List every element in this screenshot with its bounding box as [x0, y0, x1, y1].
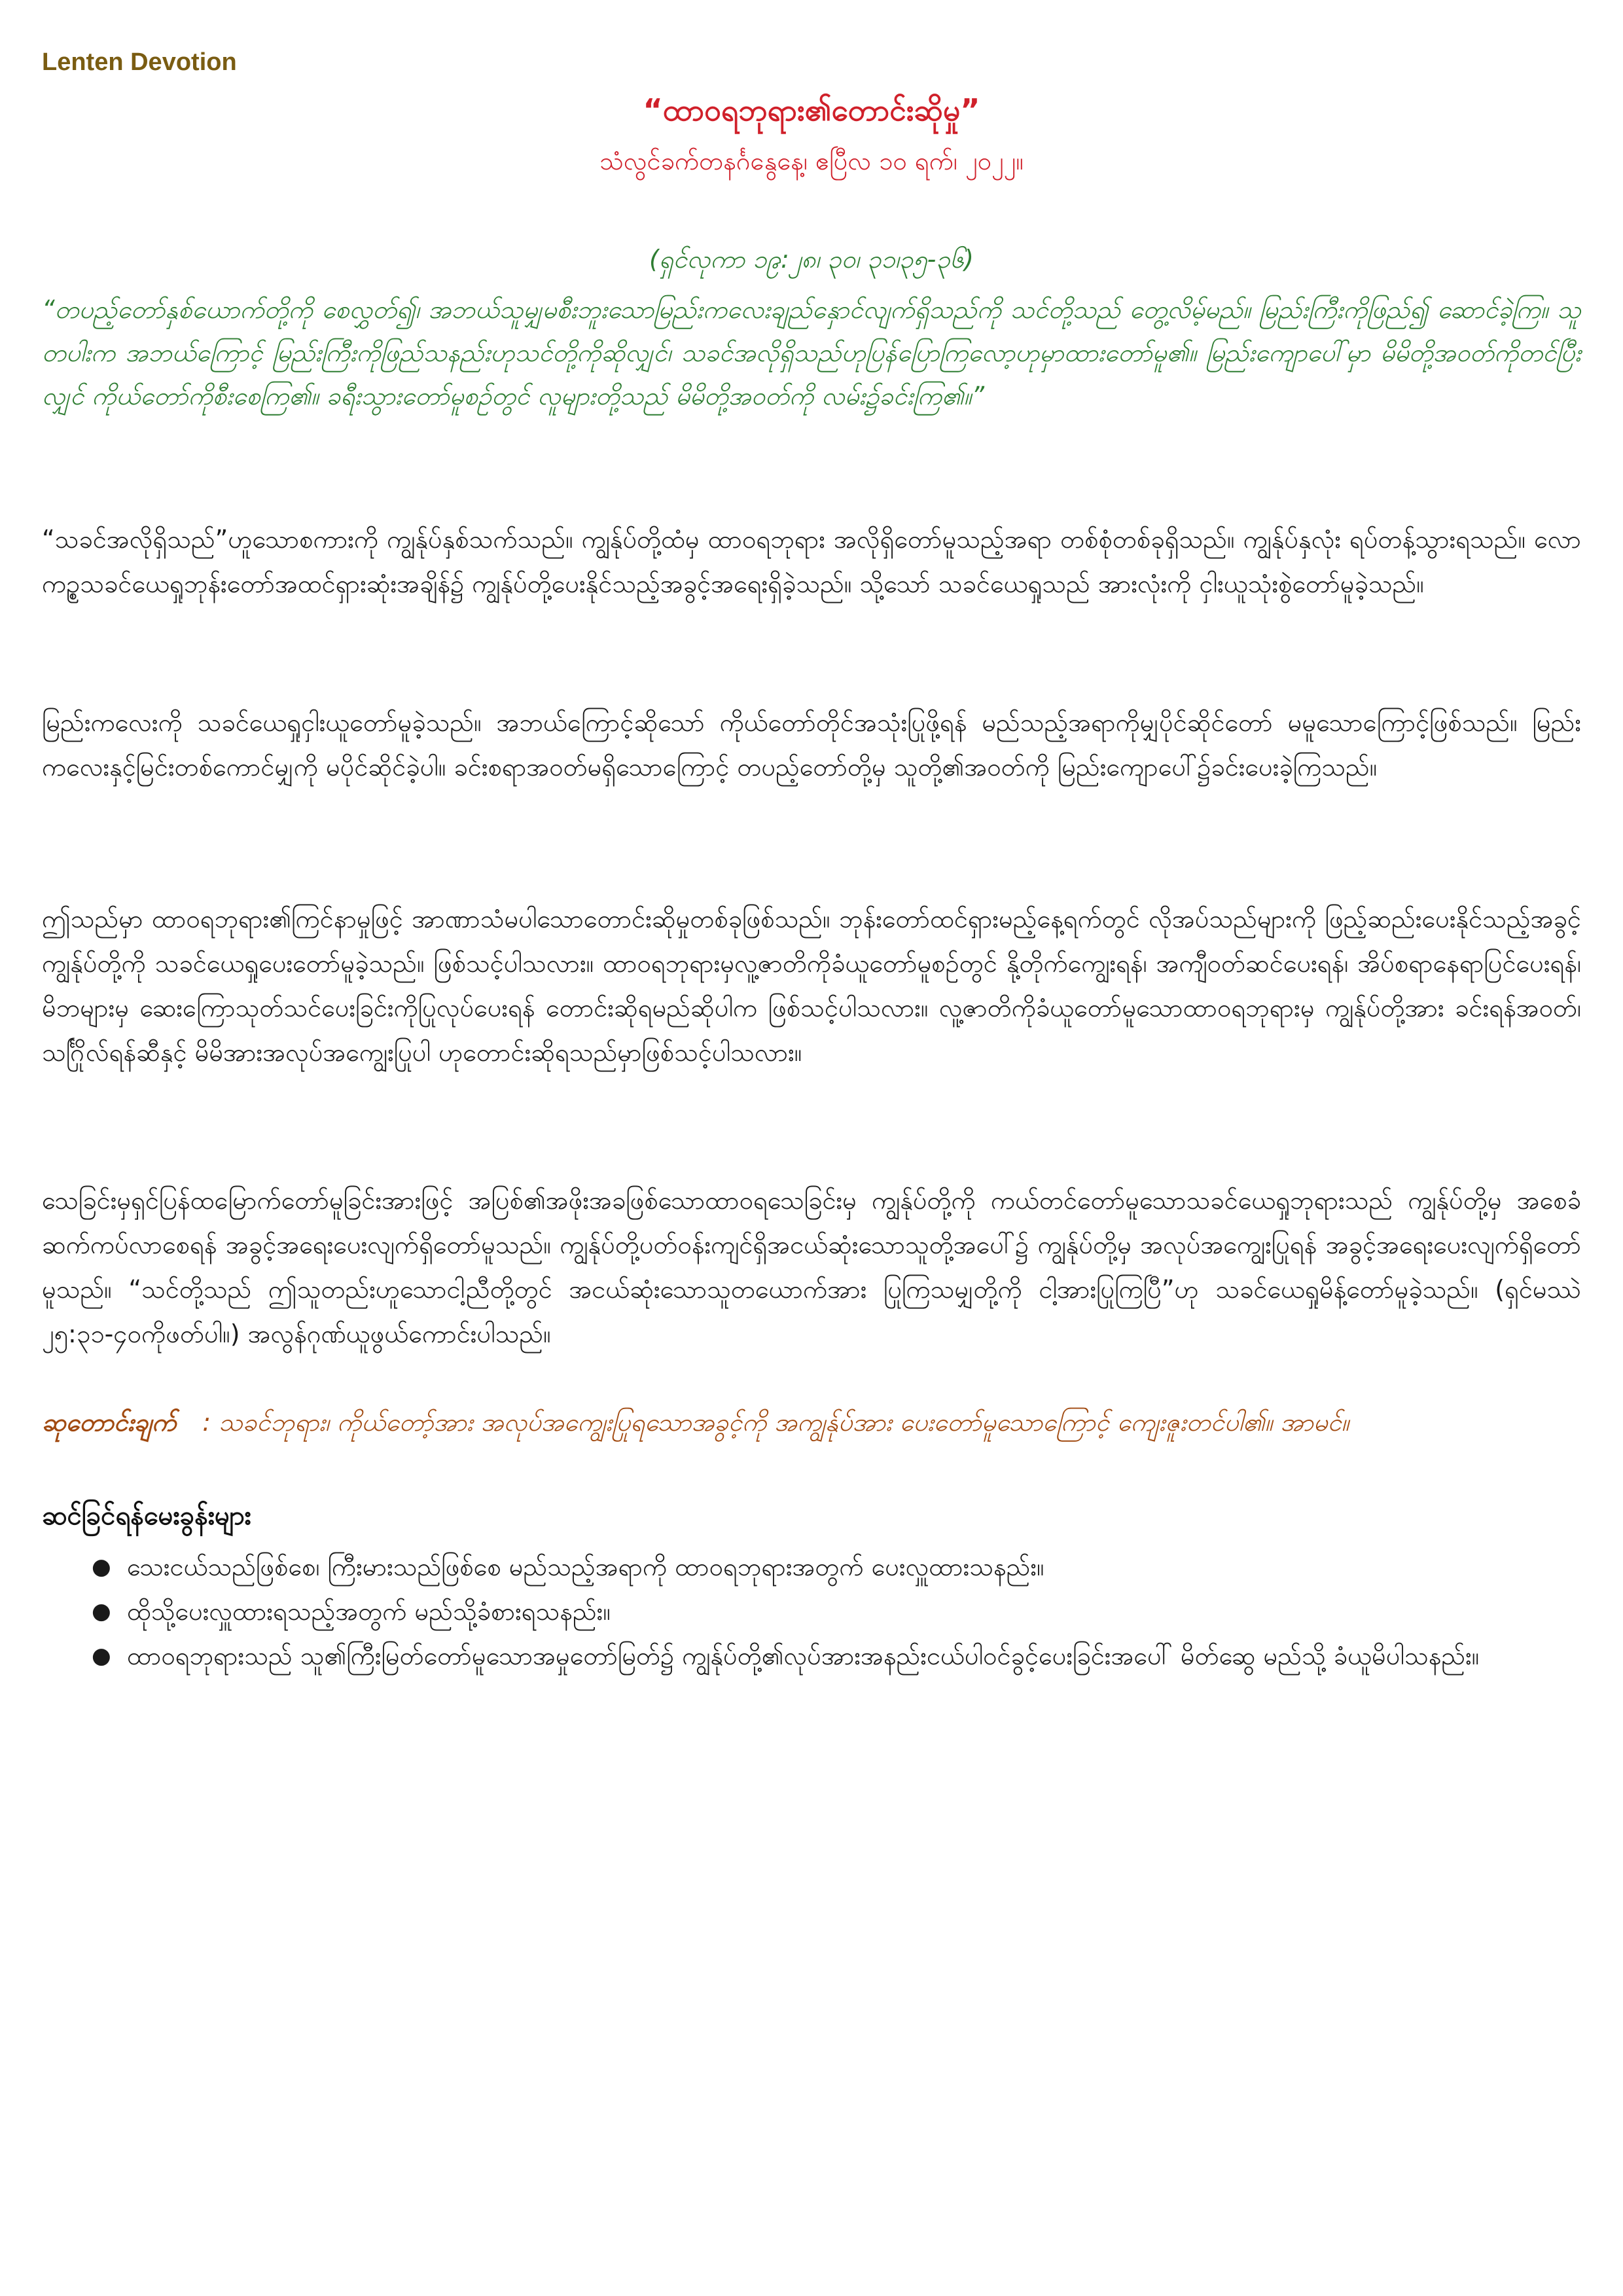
body-paragraph: မြည်းကလေးကို သခင်ယေရှုငှါးယူတော်မူခဲ့သည်။ အဘယ်ကြောင့်ဆိုသော် ကိုယ်တော်တိုင်အသုံးပြုဖို့ရန် မည်သည့်အရာကိုမျှပိုင်ဆိုင်တော် မမူသောကြောင့်ဖြစ်သည်။ မြည်းကလေးနှင့်မြင်းတစ်ကောင်မျှကို မပိုင်ဆိုင်ခဲ့ပါ။ ခင်းစရာအဝတ်မရှိသောကြောင့် တပည့်တော်တို့မှ သူတို့၏အဝတ်ကို မြည်းကျောပေါ်၌ခင်းပေးခဲ့ကြသည်။ — [42, 708, 1581, 781]
list-item — [92, 1589, 1581, 1634]
questions-list — [92, 1545, 1581, 1678]
bullet-icon: ● — [92, 1554, 111, 1580]
bullet-icon: ● — [92, 1643, 111, 1669]
scripture-reference: (ရှင်လုကာ ၁၉:၂၈၊ ၃၀၊ ၃၁၊၃၅-၃၆) — [649, 245, 974, 274]
question-text: သေးငယ်သည်ဖြစ်စေ၊ ကြီးမားသည်ဖြစ်စေ မည်သည့်အရာကို ထာဝရဘုရားအတွက် ပေးလှူထားသနည်း။ — [127, 1552, 1044, 1581]
scripture-text: “တပည့်တော်နှစ်ယောက်တို့ကို စေလွှတ်၍၊ အဘယ်သူမျှမစီးဘူးသောမြည်းကလေးချည်နှောင်လျက်ရှိသည်ကို သင်တို့သည် တွေ့လိမ့်မည်။ မြည်းကြီးကိုဖြည်၍ ဆောင်ခဲ့ကြ။ သူတပါးက အဘယ်ကြောင့် မြည်းကြီးကိုဖြည်သနည်းဟုသင်တို့ကိုဆိုလျှင်၊ သခင်အလိုရှိသည်ဟုပြန်ပြောကြလော့ဟုမှာထားတော်မူ၏။ မြည်းကျောပေါ်မှာ မိမိတို့အဝတ်ကိုတင်ပြီးလျှင် ကိုယ်တော်ကိုစီးစေကြ၏။ ခရီးသွားတော်မူစဉ်တွင် လူများတို့သည် မိမိတို့အဝတ်ကို လမ်း၌ခင်းကြ၏။” — [42, 295, 1581, 410]
prayer-text: : သခင်ဘုရား၊ ကိုယ်တော့်အား အလုပ်အကျွေးပြုရသောအခွင့်ကို အကျွန်ုပ်အား ပေးတော်မူသောကြောင့် ကျေးဇူးတင်ပါ၏။ အာမင်။ — [202, 1408, 1349, 1437]
devotion-date: သံလွင်ခက်တနင်္ဂနွေနေ့၊ ဧပြီလ ၁၀ ရက်၊ ၂၀၂၂။ — [599, 147, 1024, 175]
body-paragraph: ဤသည်မှာ ထာဝရဘုရား၏ကြင်နာမှုဖြင့် အာဏာသံမပါသောတောင်းဆိုမှုတစ်ခုဖြစ်သည်။ ဘုန်းတော်ထင်ရှားမည့်နေ့ရက်တွင် လိုအပ်သည်များကို ဖြည့်ဆည်းပေးနိုင်သည့်အခွင့်ကျွန်ုပ်တို့ကို သခင်ယေရှုပေးတော်မူခဲ့သည်။ ဖြစ်သင့်ပါသလား။ ထာဝရဘုရားမှလူ့ဇာတိကိုခံယူတော်မူစဉ်တွင် နို့တိုက်ကျွေးရန်၊ အကျီဝတ်ဆင်ပေးရန်၊ အိပ်စရာနေရာပြင်ပေးရန်၊ မိဘများမှ ဆေးကြောသုတ်သင်ပေးခြင်းကိုပြုလုပ်ပေးရန် တောင်းဆိုရမည်ဆိုပါက ဖြစ်သင့်ပါသလား။ လူ့ဇာတိကိုခံယူတော်မူသောထာဝရဘုရားမှ ကျွန်ုပ်တို့အား ခင်းရန်အဝတ်၊ သင်္ဂြိုလ်ရန်ဆီနှင့် မိမိအားအလုပ်အကျွေးပြုပါ ဟုတောင်းဆိုရသည်မှာဖြစ်သင့်ပါသလား။ — [42, 905, 1581, 1067]
prayer-label: ဆုတောင်းချက် — [42, 1408, 177, 1437]
list-item — [92, 1545, 1581, 1589]
question-text: ထာဝရဘုရားသည် သူ၏ကြီးမြတ်တော်မူသောအမှုတော်မြတ်၌ ကျွန်ုပ်တို့၏လုပ်အားအနည်းငယ်ပါဝင်ခွင့်ပေးခြင်းအပေါ် မိတ်ဆွေ မည်သို့ ခံယူမိပါသနည်း။ — [127, 1641, 1480, 1670]
devotion-title: “ထာဝရဘုရား၏တောင်းဆိုမှု” — [643, 92, 980, 128]
prayer-block — [42, 1401, 1581, 1444]
bullet-icon: ● — [92, 1598, 111, 1624]
body-paragraph: “သခင်အလိုရှိသည်”ဟူသောစကားကို ကျွန်ုပ်နှစ်သက်သည်။ ကျွန်ုပ်တို့ထံမှ ထာဝရဘုရား အလိုရှိတော်မူသည့်အရာ တစ်စုံတစ်ခုရှိသည်။ ကျွန်ုပ်နှလုံး ရပ်တန့်သွားရသည်။ လောကဥ္စသခင်ယေရှုဘုန်းတော်အထင်ရှားဆုံးအချိန်၌ ကျွန်ုပ်တို့ပေးနိုင်သည့်အခွင့်အရေးရှိခဲ့သည်။ သို့သော် သခင်ယေရှုသည် အားလုံးကို ငှါးယူသုံးစွဲတော်မူခဲ့သည်။ — [42, 525, 1581, 598]
body-paragraph: သေခြင်းမှရှင်ပြန်ထမြောက်တော်မူခြင်းအားဖြင့် အပြစ်၏အဖိုးအခဖြစ်သောထာဝရသေခြင်းမှ ကျွန်ုပ်တို့ကို ကယ်တင်တော်မူသောသခင်ယေရှုဘုရားသည် ကျွန်ုပ်တို့မှ အစေခံဆက်ကပ်လာစေရန် အခွင့်အရေးပေးလျက်ရှိတော်မူသည်။ ကျွန်ုပ်တို့ပတ်ဝန်းကျင်ရှိအငယ်ဆုံးသောသူတို့အပေါ်၌ ကျွန်ုပ်တို့မှ အလုပ်အကျွေးပြုရန် အခွင့်အရေးပေးလျက်ရှိတော်မူသည်။ “သင်တို့သည် ဤသူတည်းဟူသောငါ့ညီတို့တွင် အငယ်ဆုံးသောသူတယောက်အား ပြုကြသမျှတို့ကို ငါ့အားပြုကြပြီ”ဟု သခင်ယေရှုမိန့်တော်မူခဲ့သည်။ (ရှင်မဿဲ ၂၅:၃၁-၄၀ကိုဖတ်ပါ။) အလွန်ဂုဏ်ယူဖွယ်ကောင်းပါသည်။ — [42, 1186, 1581, 1348]
questions-heading: ဆင်ခြင်ရန်မေးခွန်းများ — [42, 1501, 251, 1531]
question-text: ထိုသို့ပေးလှူထားရသည့်အတွက် မည်သို့ခံစားရသနည်း။ — [127, 1597, 611, 1626]
header-label: Lenten Devotion — [42, 48, 237, 76]
list-item — [92, 1634, 1581, 1678]
